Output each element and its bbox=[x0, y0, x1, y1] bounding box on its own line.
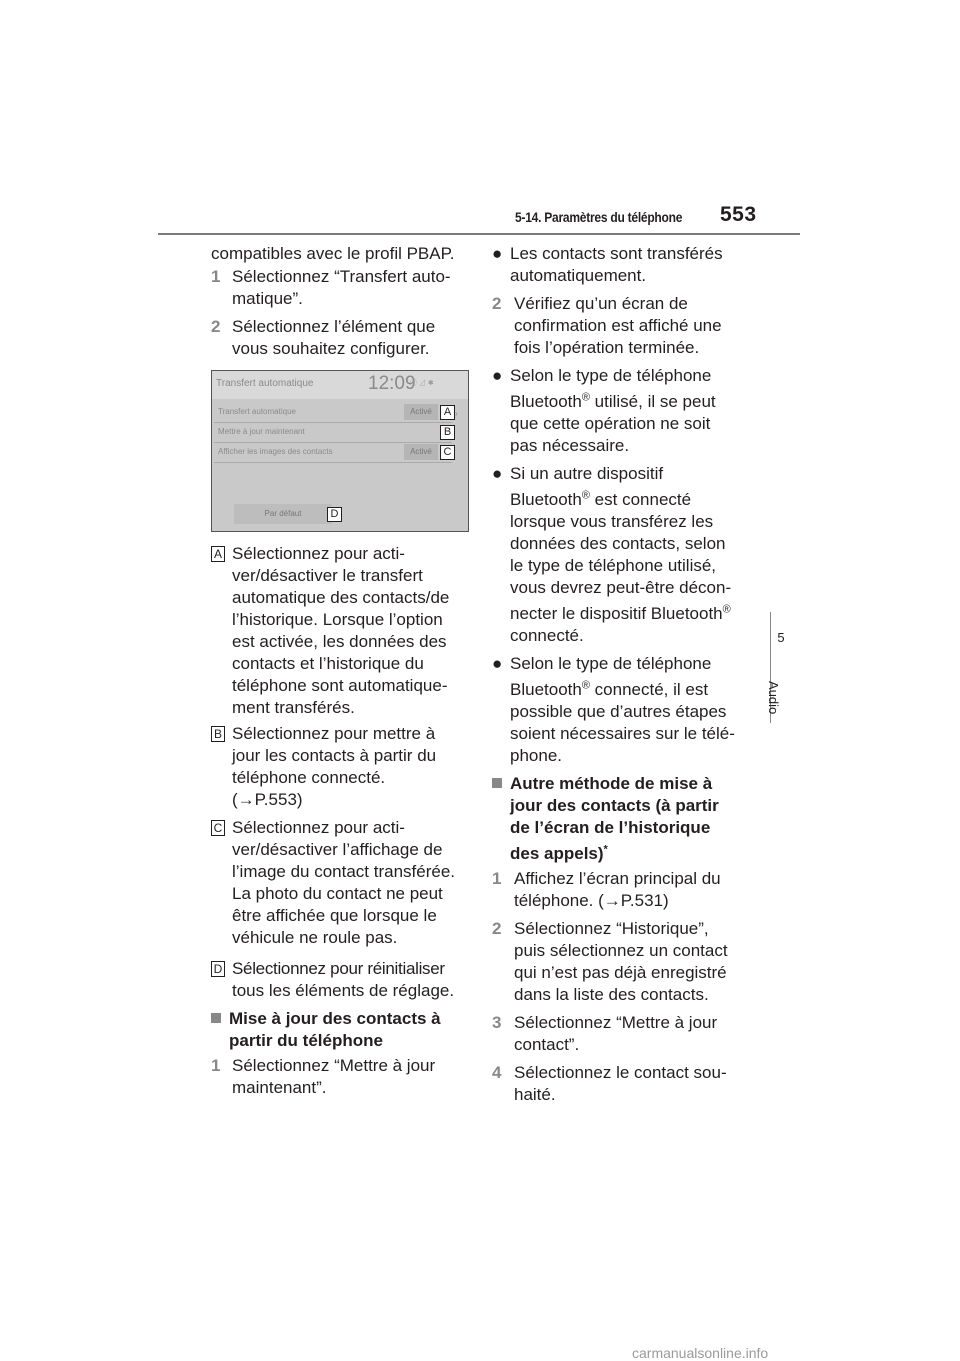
bullet-line: Selon le type de téléphone bbox=[510, 366, 712, 385]
callout-label: A bbox=[440, 405, 455, 420]
footer-watermark: carmanualsonline.info bbox=[632, 1345, 769, 1361]
header-rule bbox=[158, 233, 800, 235]
default-button[interactable]: Par défaut bbox=[234, 504, 332, 524]
heading-square-icon bbox=[211, 1013, 221, 1023]
step-text-line: qui n’est pas déjà enregistré bbox=[514, 963, 727, 982]
step-number: 1 bbox=[211, 267, 221, 286]
desc-line: La photo du contact ne peut bbox=[232, 884, 443, 903]
bullet-line: Bluetooth® est connecté bbox=[510, 489, 692, 509]
desc-line: l’image du contact transférée. bbox=[232, 862, 456, 881]
callout-label: C bbox=[440, 445, 455, 460]
step-text-line: maintenant”. bbox=[232, 1078, 327, 1097]
bullet-line: données des contacts, selon bbox=[510, 534, 726, 553]
desc-line: ver/désactiver le transfert bbox=[232, 566, 423, 585]
section-heading-line: des appels)* bbox=[510, 843, 608, 863]
page-reference-link[interactable]: téléphone. (→P.531) bbox=[514, 891, 669, 910]
step-text-line: Vérifiez qu’un écran de bbox=[514, 294, 688, 313]
step-number: 2 bbox=[211, 317, 221, 336]
desc-line: véhicule ne roule pas. bbox=[232, 928, 398, 947]
status-icons: ⓢ ⊿ ✱ bbox=[410, 380, 434, 387]
bullet-line: Si un autre dispositif bbox=[510, 464, 664, 483]
section-heading-line: jour des contacts (à partir bbox=[510, 796, 719, 815]
step-text-line: Sélectionnez “Mettre à jour bbox=[232, 1056, 436, 1075]
callout-label: B bbox=[440, 425, 455, 440]
bullet-line: soient nécessaires sur le télé- bbox=[510, 724, 735, 743]
heading-square-icon bbox=[492, 778, 502, 788]
section-heading: Autre méthode de mise à bbox=[492, 773, 712, 795]
desc-line: tous les éléments de réglage. bbox=[232, 981, 455, 1000]
step-number: 1 bbox=[211, 1056, 221, 1075]
setting-label: Transfert automatique bbox=[218, 407, 296, 416]
bullet-line: connecté. bbox=[510, 626, 584, 645]
bullet-icon: ● bbox=[492, 654, 503, 673]
step-number: 4 bbox=[492, 1063, 502, 1082]
intro-text: compatibles avec le profil PBAP. bbox=[211, 244, 455, 263]
step-text-line: matique”. bbox=[232, 289, 303, 308]
screen-clock: 12:09 bbox=[368, 373, 416, 394]
section-heading-line: de l’écran de l’historique bbox=[510, 818, 711, 837]
step-text-line: contact”. bbox=[514, 1035, 580, 1054]
desc-line: jour les contacts à partir du bbox=[232, 746, 437, 765]
callout-label: B bbox=[211, 726, 225, 742]
step-text-line: dans la liste des contacts. bbox=[514, 985, 709, 1004]
bullet-line: necter le dispositif Bluetooth® bbox=[510, 603, 731, 623]
callout-label: D bbox=[211, 961, 225, 977]
bullet-icon: ● bbox=[492, 244, 503, 263]
section-heading-line: partir du téléphone bbox=[229, 1031, 383, 1050]
step-text-line: Sélectionnez “Transfert auto- bbox=[232, 267, 451, 286]
step-text-line: confirmation est affiché une bbox=[514, 316, 722, 335]
desc-line: téléphone connecté. bbox=[232, 768, 386, 787]
section-title: 5-14. Paramètres du téléphone bbox=[515, 209, 683, 225]
bullet-line: automatiquement. bbox=[510, 266, 647, 285]
step-text-line: Sélectionnez l’élément que bbox=[232, 317, 436, 336]
bullet-line: Bluetooth® connecté, il est bbox=[510, 679, 709, 699]
desc-line: automatique des contacts/de bbox=[232, 588, 450, 607]
screen-title: Transfert automatique bbox=[216, 378, 314, 389]
setting-row-update-now[interactable] bbox=[214, 423, 452, 443]
bullet-line: que cette opération ne soit bbox=[510, 414, 711, 433]
step-number: 1 bbox=[492, 869, 502, 888]
setting-label: Mettre à jour maintenant bbox=[218, 427, 305, 436]
step-text-line: puis sélectionnez un contact bbox=[514, 941, 728, 960]
bullet-line: vous devrez peut-être décon- bbox=[510, 578, 732, 597]
bullet-line: possible que d’autres étapes bbox=[510, 702, 727, 721]
step-text-line: Sélectionnez le contact sou- bbox=[514, 1063, 727, 1082]
page-reference-link[interactable]: (→P.553) bbox=[232, 790, 303, 809]
bullet-line: phone. bbox=[510, 746, 562, 765]
desc-line: Sélectionnez pour acti- bbox=[232, 544, 405, 563]
setting-label: Afficher les images des contacts bbox=[218, 447, 333, 456]
callout-label: A bbox=[211, 546, 225, 562]
bullet-line: le type de téléphone utilisé, bbox=[510, 556, 717, 575]
desc-line: ver/désactiver l’affichage de bbox=[232, 840, 443, 859]
chevron-right-icon: › bbox=[455, 409, 458, 418]
step-number: 3 bbox=[492, 1013, 502, 1032]
callout-label: C bbox=[211, 820, 225, 836]
step-number: 2 bbox=[492, 294, 502, 313]
step-text-line: Sélectionnez “Historique”, bbox=[514, 919, 709, 938]
toggle-button[interactable]: Activé bbox=[404, 444, 438, 460]
toggle-button[interactable]: Activé bbox=[404, 404, 438, 420]
desc-line: Sélectionnez pour réinitialiser bbox=[232, 959, 445, 978]
desc-line: Sélectionnez pour acti- bbox=[232, 818, 405, 837]
step-text-line: Sélectionnez “Mettre à jour bbox=[514, 1013, 718, 1032]
bullet-line: pas nécessaire. bbox=[510, 436, 630, 455]
callout-label: D bbox=[327, 507, 342, 522]
phone-settings-screen bbox=[211, 370, 469, 532]
bullet-line: Bluetooth® utilisé, il se peut bbox=[510, 391, 716, 411]
bullet-icon: ● bbox=[492, 366, 503, 385]
bullet-line: Selon le type de téléphone bbox=[510, 654, 712, 673]
desc-line: être affichée que lorsque le bbox=[232, 906, 437, 925]
step-text-line: haité. bbox=[514, 1085, 556, 1104]
desc-line: l’historique. Lorsque l’option bbox=[232, 610, 443, 629]
desc-line: est activée, les données des bbox=[232, 632, 447, 651]
desc-line: Sélectionnez pour mettre à bbox=[232, 724, 436, 743]
desc-line: téléphone sont automatique- bbox=[232, 676, 448, 695]
bullet-line: Les contacts sont transférés bbox=[510, 244, 723, 263]
side-tab-label: Audio bbox=[766, 681, 781, 715]
desc-line: ment transférés. bbox=[232, 698, 355, 717]
setting-row-show-images[interactable] bbox=[214, 443, 452, 463]
bullet-line: lorsque vous transférez les bbox=[510, 512, 714, 531]
step-number: 2 bbox=[492, 919, 502, 938]
step-text-line: vous souhaitez configurer. bbox=[232, 339, 430, 358]
step-text-line: fois l’opération terminée. bbox=[514, 338, 700, 357]
desc-line: contacts et l’historique du bbox=[232, 654, 424, 673]
side-tab-number: 5 bbox=[777, 630, 785, 645]
page-number: 553 bbox=[720, 203, 757, 226]
bullet-icon: ● bbox=[492, 464, 503, 483]
step-text-line: Affichez l’écran principal du bbox=[514, 869, 721, 888]
setting-row-auto-transfer[interactable] bbox=[214, 403, 452, 423]
section-heading: Mise à jour des contacts à bbox=[211, 1008, 441, 1030]
